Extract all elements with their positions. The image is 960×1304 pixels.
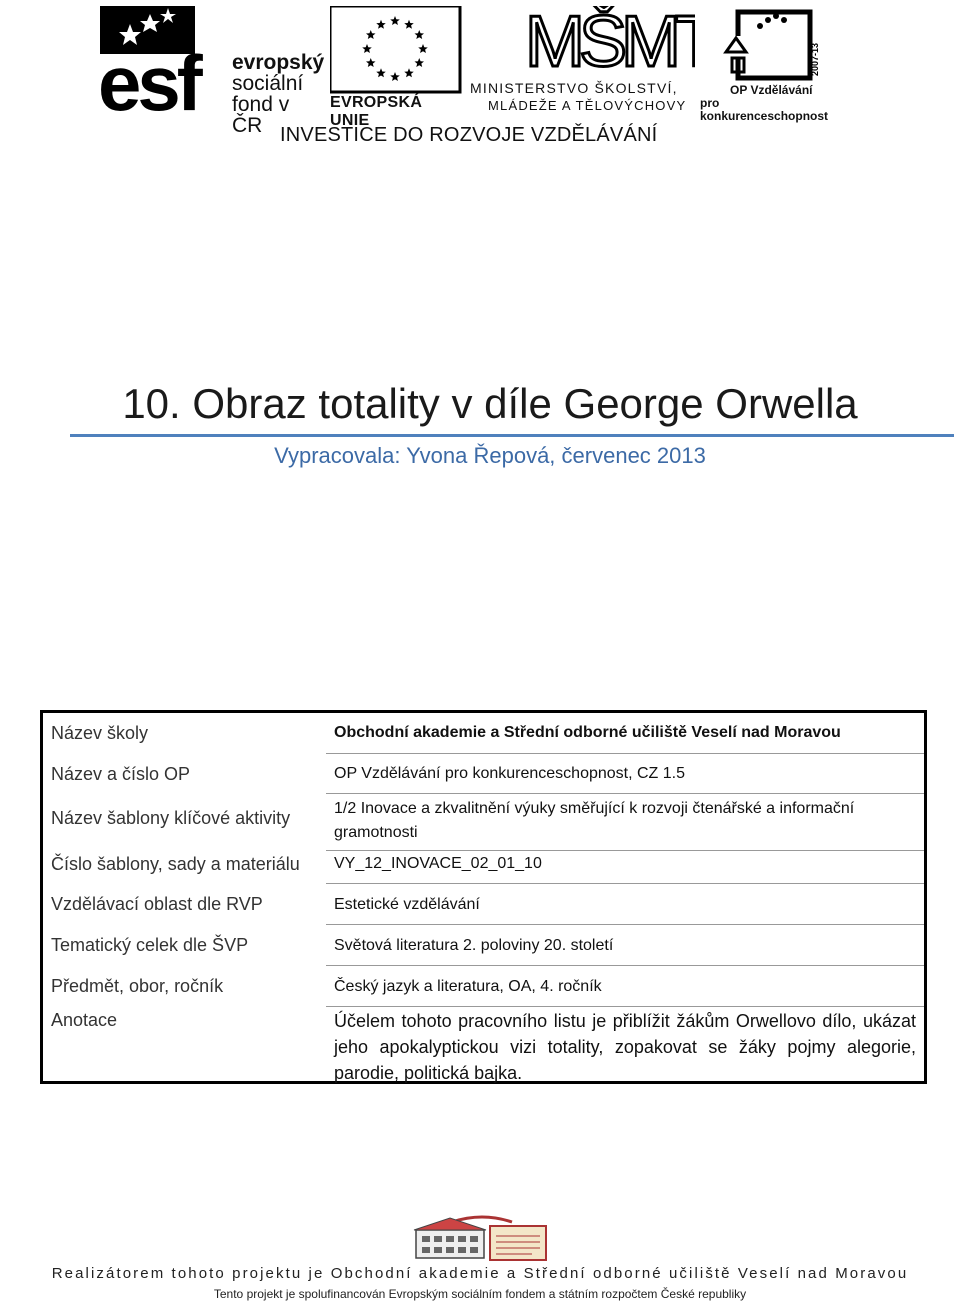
school-building-icon <box>412 1212 552 1262</box>
info-value: 1/2 Inovace a zkvalitnění výuky směřující k rozvoji čtenářské a informační gramotnosti <box>334 800 855 841</box>
esf-line3: fond v ČR <box>232 93 290 137</box>
school-building-logo <box>412 1212 552 1262</box>
info-table <box>40 710 927 1084</box>
footer-funding: Tento projekt je spolufinancován Evropským sociálním fondem a státním rozpočtem České republiky <box>213 1287 747 1301</box>
msmt-mark: MŠMT <box>525 6 695 76</box>
esf-line2: sociální <box>232 72 304 95</box>
info-row-subject <box>43 966 924 1006</box>
info-label: Tematický celek dle ŠVP <box>51 935 249 955</box>
author-line: Vypracovala: Yvona Řepová, červenec 2013 <box>274 443 706 468</box>
info-value: Obchodní akademie a Střední odborné učiliště Veselí nad Moravou <box>334 724 841 741</box>
info-value: Světová literatura 2. poloviny 20. století <box>334 937 614 954</box>
op-logo <box>700 6 845 123</box>
info-row-template <box>43 794 924 850</box>
op-years: 2007-13 <box>810 42 820 76</box>
op-emblem <box>700 6 845 86</box>
page-title: 10. Obraz totality v díle George Orwella <box>122 380 858 427</box>
info-row-school <box>43 713 924 753</box>
investice-banner: INVESTICE DO ROZVOJE VZDĚLÁVÁNÍ <box>280 124 658 146</box>
info-label: Název školy <box>51 723 149 743</box>
info-label: Číslo šablony, sady a materiálu <box>51 854 300 874</box>
footer-realizer: Realizátorem tohoto projektu je Obchodní akademie a Střední odborné učiliště Veselí nad Moravou <box>51 1265 909 1282</box>
msmt-logo <box>470 6 695 114</box>
eu-label: EVROPSKÁ UNIE <box>330 94 423 129</box>
eu-flag-icon <box>330 6 465 96</box>
info-label: Vzdělávací oblast dle RVP <box>51 894 263 914</box>
msmt-emblem <box>470 6 695 76</box>
info-value: OP Vzdělávání pro konkurenceschopnost, CZ 1.5 <box>334 765 686 782</box>
op-line2: pro konkurenceschopnost <box>700 96 829 123</box>
info-label: Předmět, obor, ročník <box>51 976 224 996</box>
info-label: Název a číslo OP <box>51 764 191 784</box>
info-value: Estetické vzdělávání <box>334 896 480 913</box>
msmt-line1: MINISTERSTVO ŠKOLSTVÍ, <box>470 80 678 96</box>
info-row-area <box>43 884 924 924</box>
esf-line1: evropský <box>232 51 325 74</box>
op-line1: OP Vzdělávání <box>730 83 813 97</box>
info-label: Název šablony klíčové aktivity <box>51 808 291 828</box>
esf-mark: esf <box>100 39 199 116</box>
info-row-op <box>43 754 924 794</box>
info-value: Účelem tohoto pracovního listu je přiblížit žákům Orwellovo dílo, ukázat jeho apokalyptickou vizi totality, zopakovat se žáky pojmy alegorie, parodie, politická bajka. <box>334 1011 916 1083</box>
info-row-annotation <box>43 1007 924 1081</box>
info-value: Český jazyk a literatura, OA, 4. ročník <box>334 978 602 995</box>
info-value: VY_12_INOVACE_02_01_10 <box>334 855 542 872</box>
info-row-theme <box>43 925 924 965</box>
info-label: Anotace <box>51 1010 118 1030</box>
eu-logo <box>330 6 465 129</box>
title-divider <box>70 434 954 437</box>
msmt-line2: MLÁDEŽE A TĚLOVÝCHOVY <box>488 98 687 113</box>
esf-logo <box>100 6 325 137</box>
